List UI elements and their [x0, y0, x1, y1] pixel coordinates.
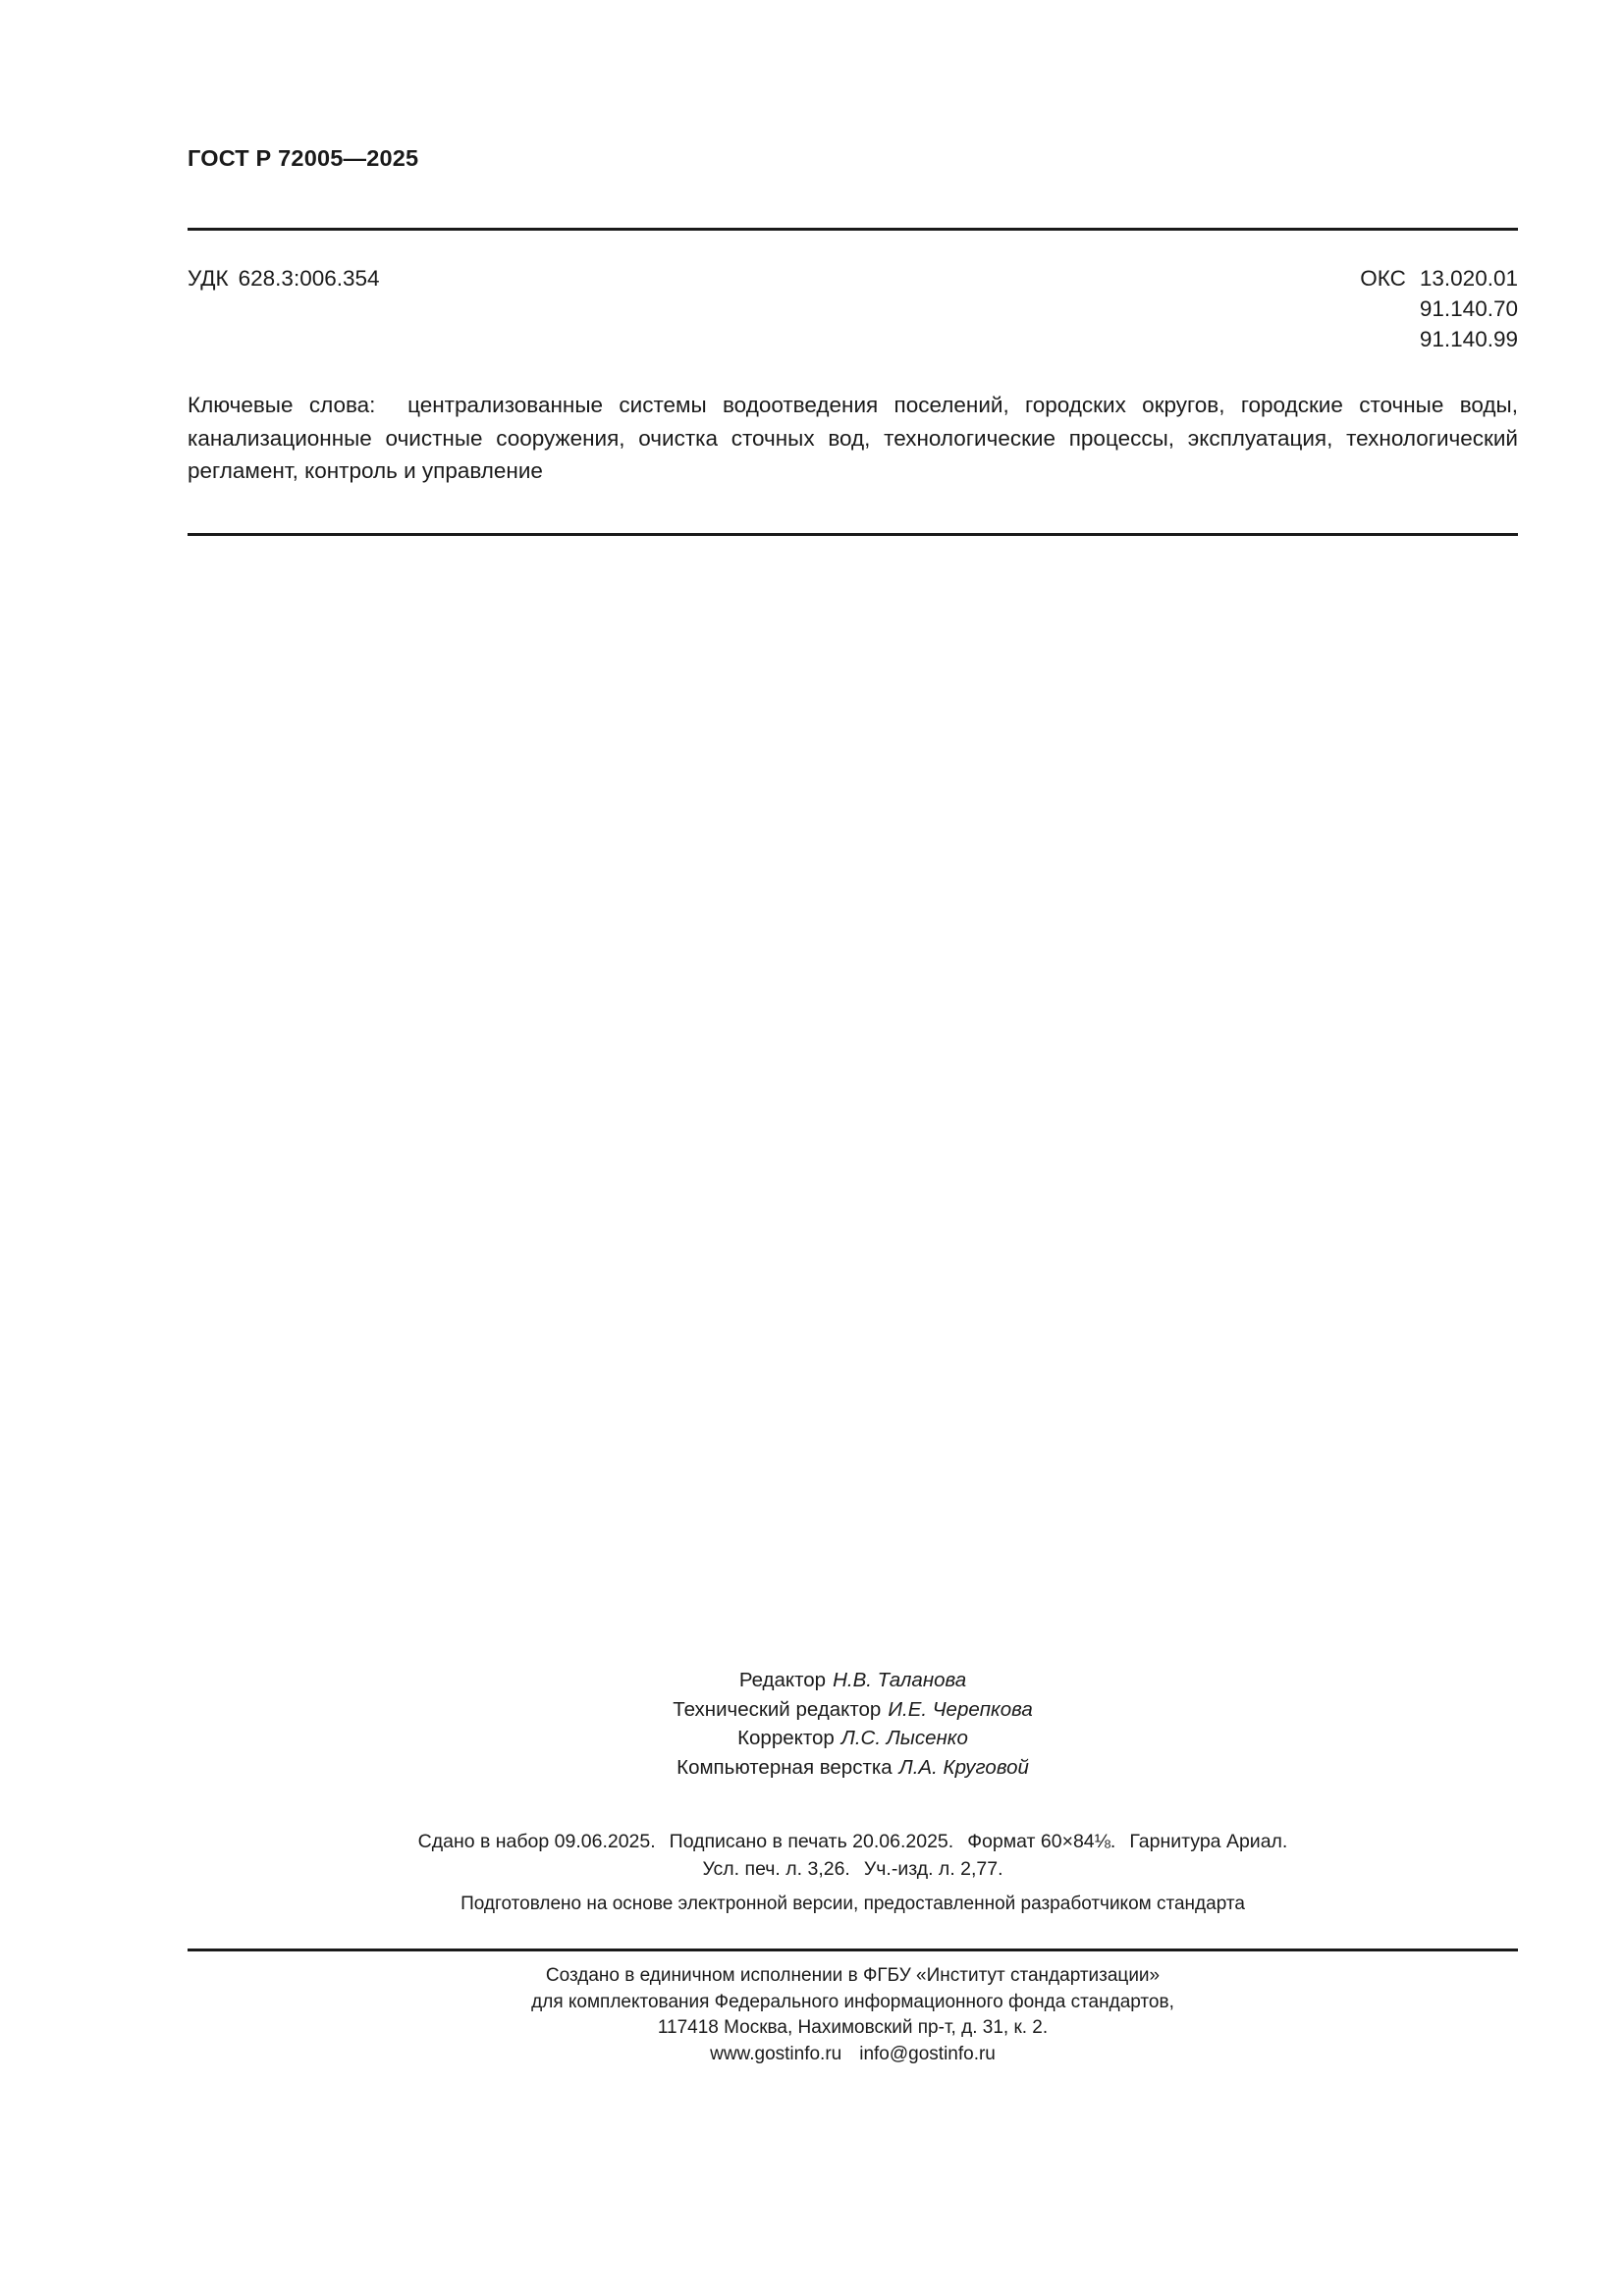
credit-role: Компьютерная верстка: [677, 1755, 893, 1779]
keywords-block: [188, 389, 1518, 488]
classification-codes: [188, 263, 1518, 354]
typesetting-date: Сдано в набор 09.06.2025.: [417, 1831, 656, 1852]
publisher-block: [188, 1963, 1518, 2067]
publisher-line: для комплектования Федерального информационного фонда стандартов,: [531, 1991, 1174, 2012]
credit-name: Л.А. Круговой: [898, 1755, 1029, 1779]
typeface: Гарнитура Ариал.: [1129, 1831, 1288, 1852]
keywords-label: Ключевые слова:: [188, 393, 376, 417]
publisher-line: Создано в единичном исполнении в ФГБУ «Институт стандартизации»: [545, 1965, 1161, 1986]
credit-role: Технический редактор: [673, 1697, 882, 1721]
publishing-sheets: Уч.-изд. л. 2,77.: [863, 1858, 1003, 1880]
oks-value: 91.140.99: [1419, 327, 1518, 351]
udk-value: 628.3:006.354: [238, 266, 380, 291]
prepared-note: Подготовлено на основе электронной версии, предоставленной разработчиком стандарта: [460, 1894, 1245, 1914]
oks-value: 91.140.70: [1419, 296, 1518, 321]
imprint-line-2: [188, 1855, 1518, 1883]
credits-block: [188, 1666, 1518, 1782]
credit-role: Редактор: [738, 1669, 827, 1691]
credit-line: [188, 1753, 1518, 1783]
keywords-text: централизованные системы водоотведения поселений, городских округов, городские сточные воды, канализационные очистные сооружения, очистка сточных вод, технологические процессы, эксплуатация, технологический регламент, контроль и управление: [188, 393, 1518, 483]
paper-format: Формат 60×84⅛.: [967, 1831, 1116, 1852]
horizontal-rule-footer: [188, 1949, 1518, 1951]
classification-row: [188, 263, 1518, 354]
horizontal-rule-middle: [188, 533, 1518, 536]
imprint-block: [188, 1828, 1518, 1883]
oks-value-list: [1420, 263, 1518, 354]
oks-label: ОКС: [1360, 266, 1406, 291]
oks-value: 13.020.01: [1419, 266, 1518, 291]
credit-name: Н.В. Таланова: [833, 1669, 967, 1691]
credit-line: [188, 1666, 1518, 1695]
credit-role: Корректор: [737, 1727, 835, 1749]
credit-name: И.Е. Черепкова: [888, 1697, 1033, 1721]
udk-block: [188, 263, 380, 294]
credit-name: Л.С. Лысенко: [840, 1727, 968, 1749]
oks-block: [1360, 263, 1518, 354]
horizontal-rule-top: [188, 228, 1518, 231]
credit-line: [188, 1695, 1518, 1725]
website-link[interactable]: www.gostinfo.ru: [710, 2043, 842, 2064]
publisher-address: 117418 Москва, Нахимовский пр-т, д. 31, к. 2.: [657, 2017, 1049, 2038]
email-link[interactable]: info@gostinfo.ru: [859, 2043, 996, 2064]
udk-label: УДК: [188, 266, 229, 291]
imprint-line-1: [188, 1828, 1518, 1855]
publisher-contacts: [188, 2042, 1518, 2068]
credit-line: [188, 1724, 1518, 1753]
page-title: ГОСТ Р 72005—2025: [188, 145, 419, 171]
print-signed-date: Подписано в печать 20.06.2025.: [669, 1831, 954, 1852]
conventional-sheets: Усл. печ. л. 3,26.: [702, 1858, 850, 1880]
